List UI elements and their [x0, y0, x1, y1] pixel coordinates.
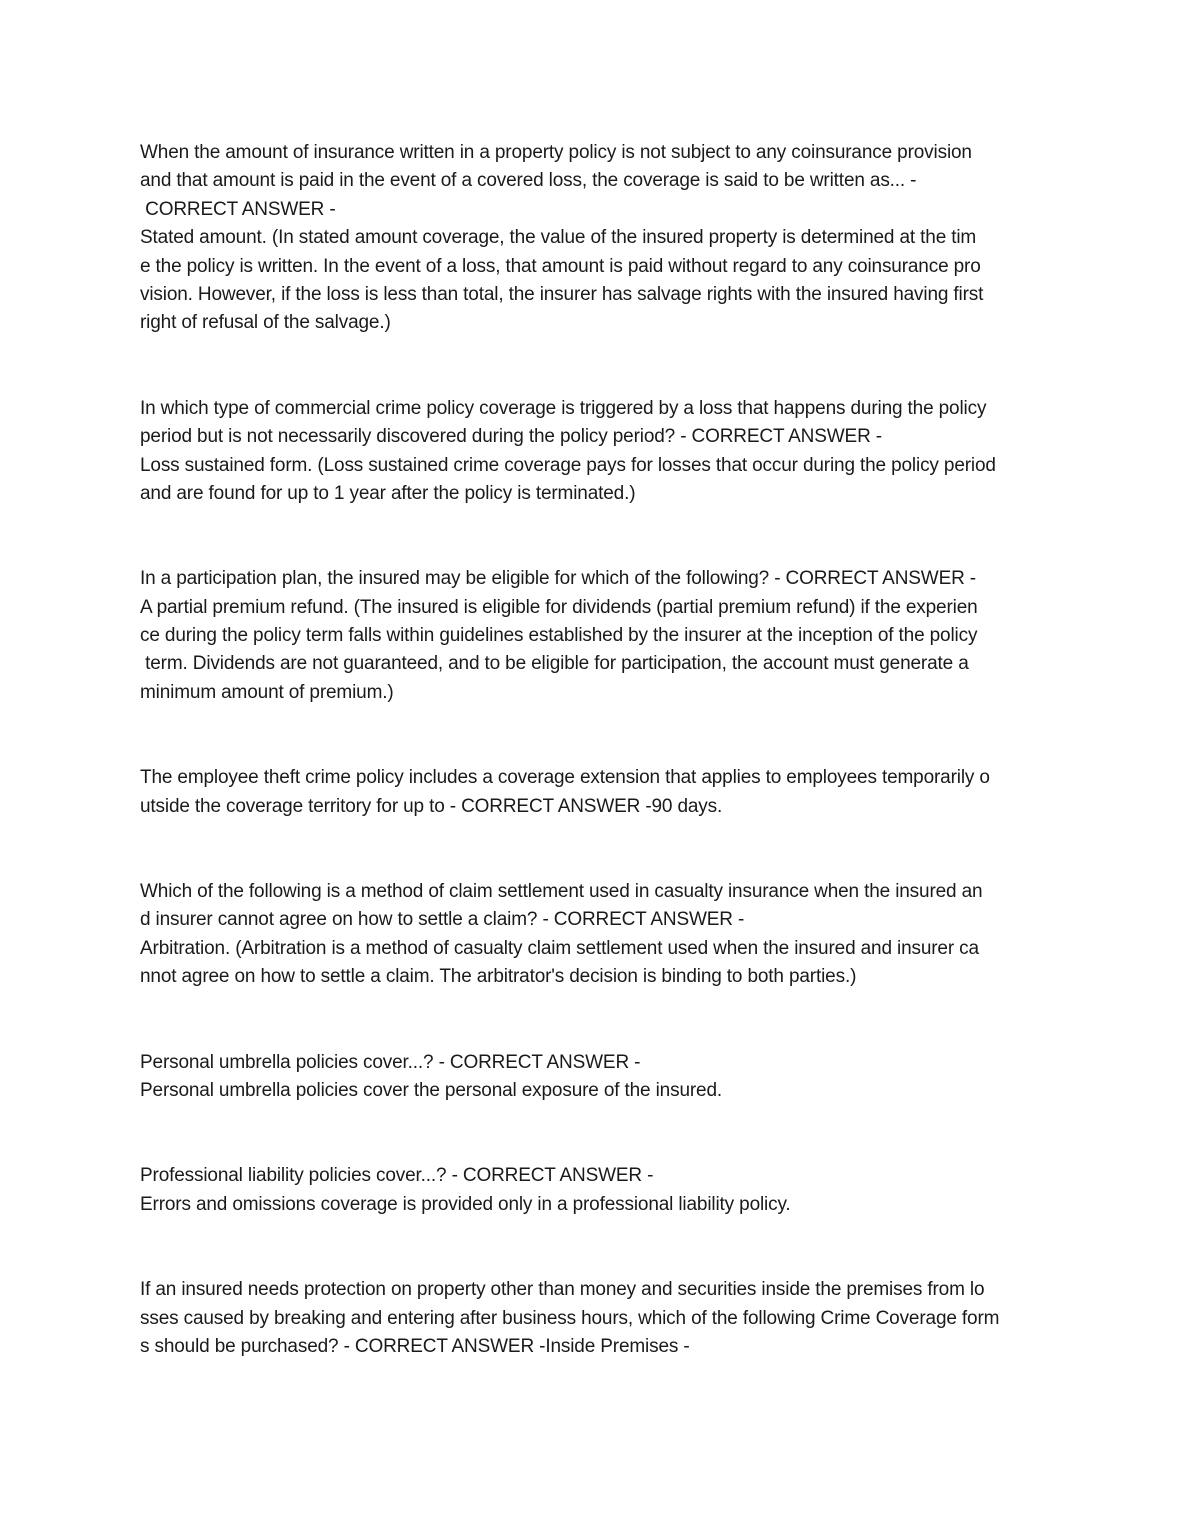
- block-spacer: [140, 707, 1055, 764]
- qa-block-participation-plan: [140, 565, 1055, 707]
- qa-block-personal-umbrella: [140, 1049, 1055, 1106]
- block-spacer: [140, 1219, 1055, 1276]
- text-line: CORRECT ANSWER -: [140, 198, 336, 220]
- qa-block-employee-theft: [140, 764, 1055, 821]
- text-line: Errors and omissions coverage is provided only in a professional liability policy.: [140, 1193, 791, 1215]
- text-line: utside the coverage territory for up to - CORRECT ANSWER -90 days.: [140, 795, 723, 817]
- text-line: d insurer cannot agree on how to settle a claim? - CORRECT ANSWER -: [140, 909, 745, 931]
- text-line: nnot agree on how to settle a claim. The arbitrator's decision is binding to both parties.): [140, 966, 857, 988]
- text-line: sses caused by breaking and entering after business hours, which of the following Crime Coverage form: [140, 1307, 1000, 1329]
- block-spacer: [140, 338, 1055, 395]
- text-line: When the amount of insurance written in a property policy is not subject to any coinsurance provision: [140, 142, 972, 163]
- text-line: In which type of commercial crime policy coverage is triggered by a loss that happens during the policy: [140, 397, 987, 419]
- text-line: If an insured needs protection on property other than money and securities inside the premises from lo: [140, 1279, 985, 1301]
- text-line: period but is not necessarily discovered during the policy period? - CORRECT ANSWER -: [140, 426, 882, 448]
- qa-block-inside-premises: [140, 1276, 1055, 1361]
- document-page: [140, 139, 1055, 1361]
- block-spacer: [140, 821, 1055, 878]
- text-line: and that amount is paid in the event of a covered loss, the coverage is said to be written as... -: [140, 170, 917, 192]
- text-line: s should be purchased? - CORRECT ANSWER -Inside Premises -: [140, 1335, 690, 1357]
- text-line: Stated amount. (In stated amount coverage, the value of the insured property is determined at the tim: [140, 227, 977, 249]
- text-line: right of refusal of the salvage.): [140, 312, 391, 334]
- qa-block-arbitration: [140, 878, 1055, 992]
- block-spacer: [140, 508, 1055, 565]
- text-line: Loss sustained form. (Loss sustained crime coverage pays for losses that occur during the policy period: [140, 454, 996, 476]
- text-line: ce during the policy term falls within guidelines established by the insurer at the inception of the policy: [140, 625, 978, 647]
- qa-block-loss-sustained: [140, 395, 1055, 509]
- text-line: Personal umbrella policies cover the personal exposure of the insured.: [140, 1079, 722, 1101]
- text-line: Personal umbrella policies cover...? - CORRECT ANSWER -: [140, 1051, 641, 1073]
- text-line: In a participation plan, the insured may be eligible for which of the following? - CORRECT ANSWER -: [140, 568, 976, 590]
- text-line: minimum amount of premium.): [140, 681, 394, 703]
- text-line: The employee theft crime policy includes a coverage extension that applies to employees temporarily o: [140, 767, 990, 789]
- text-line: term. Dividends are not guaranteed, and to be eligible for participation, the account must generate a: [140, 653, 969, 675]
- block-spacer: [140, 1105, 1055, 1162]
- text-line: Which of the following is a method of claim settlement used in casualty insurance when the insured an: [140, 881, 983, 903]
- qa-block-professional-liability: [140, 1162, 1055, 1219]
- text-line: vision. However, if the loss is less than total, the insurer has salvage rights with the insured having first: [140, 283, 984, 305]
- text-line: e the policy is written. In the event of a loss, that amount is paid without regard to any coinsurance pro: [140, 255, 981, 277]
- block-spacer: [140, 992, 1055, 1049]
- text-line: Arbitration. (Arbitration is a method of casualty claim settlement used when the insured and insurer ca: [140, 937, 979, 959]
- text-line: Professional liability policies cover...? - CORRECT ANSWER -: [140, 1165, 654, 1187]
- text-line: A partial premium refund. (The insured is eligible for dividends (partial premium refund) if the experien: [140, 596, 978, 618]
- text-line: and are found for up to 1 year after the policy is terminated.): [140, 482, 636, 504]
- qa-block-stated-amount: [140, 139, 1055, 338]
